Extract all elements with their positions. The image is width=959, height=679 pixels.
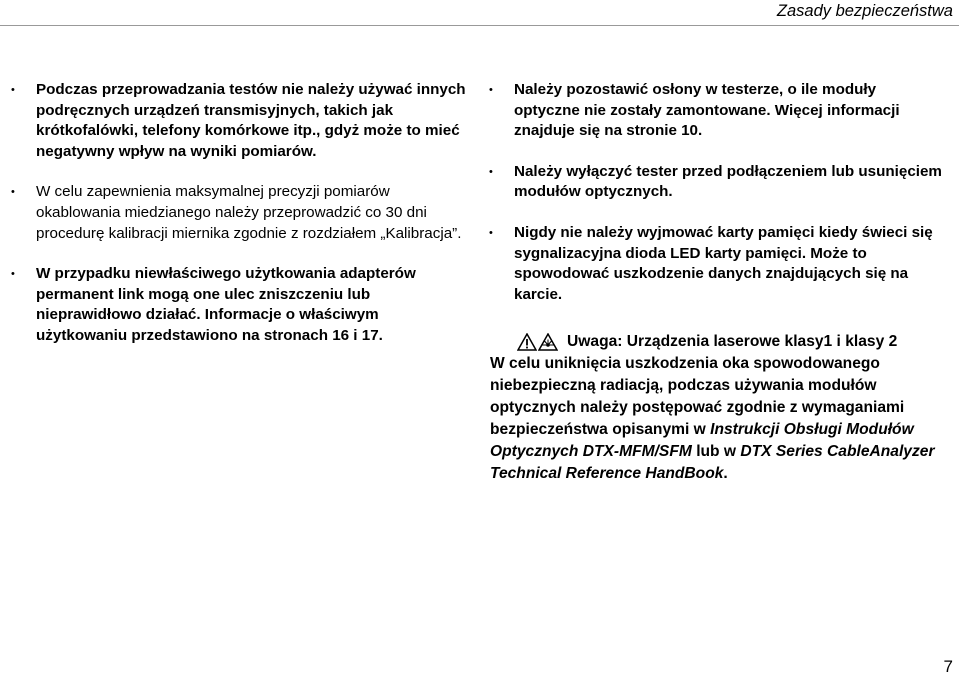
manual-reference: Instrukcji Obsługi Modułów Optycznych DTX-MFM/SFM <box>490 421 914 460</box>
list-item <box>488 162 943 203</box>
list-item-text: Nigdy nie należy wyjmować karty pamięci kiedy świeci się sygnalizacyjna dioda LED karty pamięci. Może to spowodować uszkodzenie danych znajdujących się na karcie. <box>514 223 933 303</box>
list-item-text: Należy wyłączyć tester przed podłączeniem lub usunięciem modułów optycznych. <box>514 162 942 201</box>
list-item <box>10 264 470 346</box>
laser-hazard-icon <box>538 333 558 351</box>
list-item-text: Należy pozostawić osłony w testerze, o ile moduły optyczne nie zostały zamontowane. Więcej informacji znajduje się na stronie 10. <box>514 81 900 140</box>
handbook-reference: DTX Series CableAnalyzer Technical Reference HandBook <box>490 443 935 482</box>
warning-heading: Uwaga: Urządzenia laserowe klasy1 i klasy 2 <box>567 333 898 350</box>
bullet-icon: • <box>489 165 493 178</box>
warning-suffix: . <box>723 465 728 482</box>
bullet-icon: • <box>489 84 493 96</box>
warning-body <box>490 353 945 485</box>
bullet-icon: • <box>489 226 493 239</box>
list-item-text: W celu zapewnienia maksymalnej precyzji pomiarów okablowania miedzianego należy przeprowadzić co 30 dni procedurę kalibracji miernika zgodnie z rozdziałem „Kalibracja”. <box>36 183 462 242</box>
list-item-text: W przypadku niewłaściwego użytkowania adapterów permanent link mogą one ulec zniszczeniu lub nieprawidłowo działać. Informacje o właściwym użytkowaniu przedstawiono na stronach 16 i 17. <box>36 265 416 344</box>
list-item-text: Podczas przeprowadzania testów nie należy używać innych podręcznych urządzeń transmisyjnych, takich jak krótkofalówki, telefony komórkowe itp., gdyż może to mieć negatywny wpływ na wyniki pomiarów. <box>36 81 466 160</box>
list-item <box>488 223 943 305</box>
laser-warning <box>490 331 945 485</box>
bullet-icon: • <box>11 186 15 199</box>
caution-icon <box>517 333 537 351</box>
bullet-icon: • <box>11 268 15 281</box>
warning-icons <box>517 333 559 351</box>
bullet-icon: • <box>11 84 15 96</box>
warning-text: W celu uniknięcia uszkodzenia oka spowodowanego niebezpieczną radiacją, podczas używania modułów optycznych należy postępować zgodnie z wymaganiami bezpieczeństwa opisanymi w <box>490 355 905 438</box>
header-divider <box>0 25 959 26</box>
page-number: 7 <box>943 657 953 676</box>
list-item <box>488 80 943 142</box>
right-column <box>488 80 943 325</box>
left-column <box>10 80 470 367</box>
section-title: Zasady bezpieczeństwa <box>776 2 953 20</box>
list-item <box>10 182 470 244</box>
warning-connector: lub w <box>691 443 741 460</box>
warning-heading-row <box>490 331 945 353</box>
list-item <box>10 80 470 162</box>
